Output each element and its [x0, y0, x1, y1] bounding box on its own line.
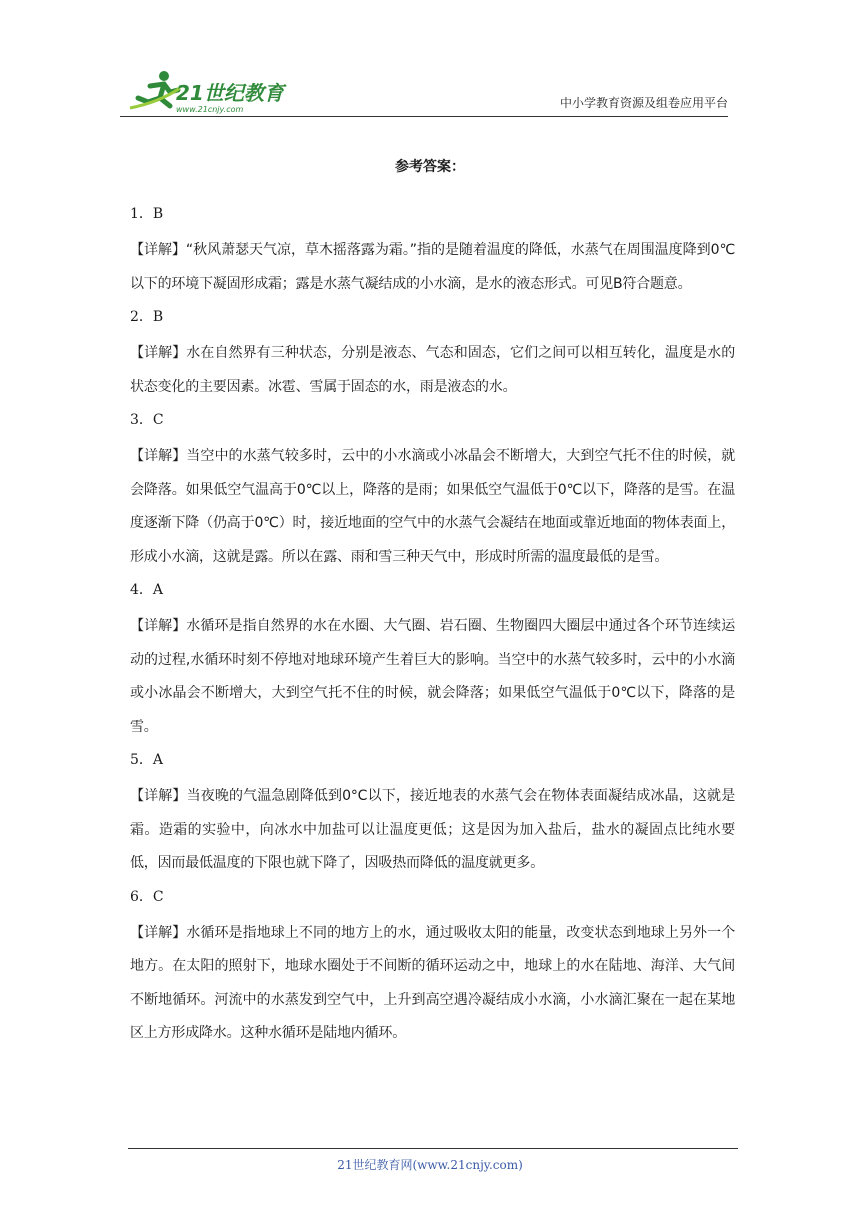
platform-name: 中小学教育资源及组卷应用平台: [559, 96, 728, 110]
footer-link[interactable]: 21世纪教育网(www.21cnjy.com): [337, 1158, 523, 1172]
answer-item: [130, 406, 735, 574]
answer-detail: 【详解】当夜晚的气温急剧降低到0°C以下，接近地表的水蒸气会在物体表面凝结成冰晶，这就是霜。造霜的实验中，向冰水中加盐可以让温度更低；这是因为加入盐后，盐水的凝固点比纯水要低，因而最低温度的下限也就下降了，因吸热而降低的温度就更多。: [130, 788, 735, 871]
answer-number: 2．B: [130, 309, 164, 325]
answer-detail: 【详解】当空中的水蒸气较多时，云中的小水滴或小冰晶会不断增大，大到空气托不住的时候，就会降落。如果低空气温高于0℃以上，降落的是雨；如果低空气温低于0℃以下，降落的是雪。在温度逐渐下降（仍高于0℃）时，接近地面的空气中的水蒸气会凝结在地面或靠近地面的物体表面上，形成小水滴，这就是露。所以在露、雨和雪三种天气中，形成时所需的温度最低的是雪。: [130, 448, 735, 565]
answer-detail: 【详解】“秋风萧瑟天气凉，草木摇落露为霜。”指的是随着温度的降低，水蒸气在周围温度降到0℃以下的环境下凝固形成霜；露是水蒸气凝结成的小水滴，是水的液态形式。可见B符合题意。: [130, 242, 735, 292]
answer-detail: 【详解】水在自然界有三种状态，分别是液态、气态和固态，它们之间可以相互转化，温度是水的状态变化的主要因素。冰雹、雪属于固态的水，雨是液态的水。: [130, 345, 735, 395]
logo-url: www.21cnjy.com: [176, 105, 244, 114]
answer-item: [130, 883, 735, 1051]
answer-item: [130, 746, 735, 881]
page-header: [120, 62, 728, 118]
answer-number: 1．B: [130, 206, 164, 222]
answer-number: 4．A: [130, 582, 164, 598]
answer-number: 6．C: [130, 888, 164, 905]
page-title: 参考答案：: [395, 159, 465, 175]
answer-item: [130, 576, 735, 744]
answer-item: [130, 303, 735, 404]
answer-number: 5．A: [130, 752, 164, 768]
answer-detail: 【详解】水循环是指自然界的水在水圈、大气圈、岩石圈、生物圈四大圈层中通过各个环节连续运动的过程,水循环时刻不停地对地球环境产生着巨大的影响。当空中的水蒸气较多时，云中的小水滴或小冰晶会不断增大，大到空气托不住的时候，就会降落；如果低空气温低于0℃以下，降落的是雪。: [130, 618, 735, 735]
site-logo: [120, 62, 290, 118]
header-divider: [120, 116, 728, 117]
footer-divider: [128, 1148, 738, 1149]
answer-item: [130, 200, 735, 301]
answer-detail: 【详解】水循环是指地球上不同的地方上的水，通过吸收太阳的能量，改变状态到地球上另外一个地方。在太阳的照射下，地球水圈处于不间断的循环运动之中，地球上的水在陆地、海洋、大气间不断地循环。河流中的水蒸发到空气中，上升到高空遇冷凝结成小水滴，小水滴汇聚在一起在某地区上方形成降水。这种水循环是陆地内循环。: [130, 924, 735, 1041]
runner-icon: [130, 71, 180, 108]
answer-number: 3．C: [130, 412, 164, 428]
logo-text: 21世纪教育: [176, 81, 284, 105]
answer-list: [130, 200, 735, 1053]
